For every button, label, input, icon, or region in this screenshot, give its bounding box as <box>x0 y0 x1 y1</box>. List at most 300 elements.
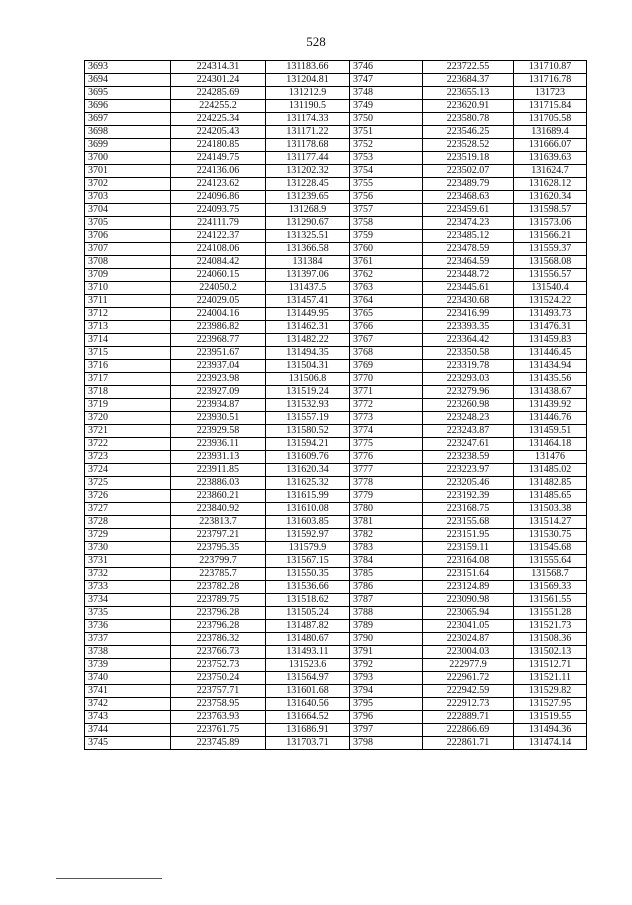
x-coordinate-cell: 223886.03 <box>171 477 266 490</box>
x-coordinate-cell: 223090.98 <box>423 594 514 607</box>
y-coordinate-cell: 131482.85 <box>514 477 587 490</box>
y-coordinate-cell: 131569.33 <box>514 581 587 594</box>
y-coordinate-cell: 131397.06 <box>266 269 350 282</box>
x-coordinate-cell: 223004.03 <box>423 646 514 659</box>
point-number-cell: 3755 <box>350 178 423 191</box>
x-coordinate-cell: 223799.7 <box>171 555 266 568</box>
table-row <box>85 100 587 113</box>
table-row <box>85 399 587 412</box>
y-coordinate-cell: 131540.4 <box>514 282 587 295</box>
coordinate-table-body <box>85 61 587 750</box>
table-row <box>85 360 587 373</box>
y-coordinate-cell: 131689.4 <box>514 126 587 139</box>
y-coordinate-cell: 131476.31 <box>514 321 587 334</box>
x-coordinate-cell: 223448.72 <box>423 269 514 282</box>
y-coordinate-cell: 131512.71 <box>514 659 587 672</box>
y-coordinate-cell: 131474.14 <box>514 737 587 750</box>
table-row <box>85 685 587 698</box>
point-number-cell: 3786 <box>350 581 423 594</box>
x-coordinate-cell: 223986.82 <box>171 321 266 334</box>
point-number-cell: 3698 <box>85 126 171 139</box>
y-coordinate-cell: 131573.06 <box>514 217 587 230</box>
point-number-cell: 3772 <box>350 399 423 412</box>
y-coordinate-cell: 131564.97 <box>266 672 350 685</box>
x-coordinate-cell: 223445.61 <box>423 282 514 295</box>
x-coordinate-cell: 223168.75 <box>423 503 514 516</box>
table-row <box>85 451 587 464</box>
table-row <box>85 113 587 126</box>
point-number-cell: 3797 <box>350 724 423 737</box>
table-row <box>85 282 587 295</box>
y-coordinate-cell: 131620.34 <box>514 191 587 204</box>
x-coordinate-cell: 223758.95 <box>171 698 266 711</box>
point-number-cell: 3784 <box>350 555 423 568</box>
table-row <box>85 542 587 555</box>
y-coordinate-cell: 131239.65 <box>266 191 350 204</box>
x-coordinate-cell: 222866.69 <box>423 724 514 737</box>
point-number-cell: 3758 <box>350 217 423 230</box>
x-coordinate-cell: 223192.39 <box>423 490 514 503</box>
x-coordinate-cell: 223464.59 <box>423 256 514 269</box>
y-coordinate-cell: 131493.73 <box>514 308 587 321</box>
x-coordinate-cell: 223860.21 <box>171 490 266 503</box>
point-number-cell: 3723 <box>85 451 171 464</box>
x-coordinate-cell: 223459.61 <box>423 204 514 217</box>
table-row <box>85 139 587 152</box>
y-coordinate-cell: 131437.5 <box>266 282 350 295</box>
y-coordinate-cell: 131174.33 <box>266 113 350 126</box>
table-row <box>85 568 587 581</box>
y-coordinate-cell: 131723 <box>514 87 587 100</box>
y-coordinate-cell: 131521.73 <box>514 620 587 633</box>
table-row <box>85 217 587 230</box>
y-coordinate-cell: 131518.62 <box>266 594 350 607</box>
y-coordinate-cell: 131566.21 <box>514 230 587 243</box>
y-coordinate-cell: 131559.37 <box>514 243 587 256</box>
x-coordinate-cell: 223041.05 <box>423 620 514 633</box>
table-row <box>85 243 587 256</box>
point-number-cell: 3707 <box>85 243 171 256</box>
x-coordinate-cell: 224180.85 <box>171 139 266 152</box>
y-coordinate-cell: 131487.82 <box>266 620 350 633</box>
point-number-cell: 3782 <box>350 529 423 542</box>
y-coordinate-cell: 131228.45 <box>266 178 350 191</box>
point-number-cell: 3731 <box>85 555 171 568</box>
point-number-cell: 3738 <box>85 646 171 659</box>
y-coordinate-cell: 131567.15 <box>266 555 350 568</box>
point-number-cell: 3794 <box>350 685 423 698</box>
y-coordinate-cell: 131519.24 <box>266 386 350 399</box>
x-coordinate-cell: 224108.06 <box>171 243 266 256</box>
y-coordinate-cell: 131624.7 <box>514 165 587 178</box>
point-number-cell: 3729 <box>85 529 171 542</box>
point-number-cell: 3703 <box>85 191 171 204</box>
y-coordinate-cell: 131545.68 <box>514 542 587 555</box>
y-coordinate-cell: 131620.34 <box>266 464 350 477</box>
point-number-cell: 3739 <box>85 659 171 672</box>
y-coordinate-cell: 131710.87 <box>514 61 587 74</box>
x-coordinate-cell: 223936.11 <box>171 438 266 451</box>
y-coordinate-cell: 131664.52 <box>266 711 350 724</box>
y-coordinate-cell: 131439.92 <box>514 399 587 412</box>
table-row <box>85 659 587 672</box>
x-coordinate-cell: 223931.13 <box>171 451 266 464</box>
point-number-cell: 3787 <box>350 594 423 607</box>
x-coordinate-cell: 223247.61 <box>423 438 514 451</box>
x-coordinate-cell: 223620.91 <box>423 100 514 113</box>
y-coordinate-cell: 131268.9 <box>266 204 350 217</box>
x-coordinate-cell: 223951.67 <box>171 347 266 360</box>
x-coordinate-cell: 224060.15 <box>171 269 266 282</box>
y-coordinate-cell: 131434.94 <box>514 360 587 373</box>
x-coordinate-cell: 223546.25 <box>423 126 514 139</box>
y-coordinate-cell: 131557.19 <box>266 412 350 425</box>
y-coordinate-cell: 131524.22 <box>514 295 587 308</box>
point-number-cell: 3793 <box>350 672 423 685</box>
point-number-cell: 3709 <box>85 269 171 282</box>
point-number-cell: 3721 <box>85 425 171 438</box>
x-coordinate-cell: 223248.23 <box>423 412 514 425</box>
y-coordinate-cell: 131628.12 <box>514 178 587 191</box>
x-coordinate-cell: 224285.69 <box>171 87 266 100</box>
x-coordinate-cell: 222977.9 <box>423 659 514 672</box>
point-number-cell: 3732 <box>85 568 171 581</box>
x-coordinate-cell: 223489.79 <box>423 178 514 191</box>
x-coordinate-cell: 224205.43 <box>171 126 266 139</box>
y-coordinate-cell: 131183.66 <box>266 61 350 74</box>
table-row <box>85 672 587 685</box>
table-row <box>85 412 587 425</box>
y-coordinate-cell: 131446.45 <box>514 347 587 360</box>
table-row <box>85 230 587 243</box>
y-coordinate-cell: 131290.67 <box>266 217 350 230</box>
table-row <box>85 386 587 399</box>
y-coordinate-cell: 131568.7 <box>514 568 587 581</box>
point-number-cell: 3757 <box>350 204 423 217</box>
y-coordinate-cell: 131715.84 <box>514 100 587 113</box>
point-number-cell: 3737 <box>85 633 171 646</box>
table-row <box>85 61 587 74</box>
point-number-cell: 3791 <box>350 646 423 659</box>
table-row <box>85 698 587 711</box>
x-coordinate-cell: 223797.21 <box>171 529 266 542</box>
table-row <box>85 646 587 659</box>
x-coordinate-cell: 223478.59 <box>423 243 514 256</box>
point-number-cell: 3748 <box>350 87 423 100</box>
x-coordinate-cell: 223813.7 <box>171 516 266 529</box>
x-coordinate-cell: 223468.63 <box>423 191 514 204</box>
x-coordinate-cell: 224093.75 <box>171 204 266 217</box>
point-number-cell: 3699 <box>85 139 171 152</box>
x-coordinate-cell: 223580.78 <box>423 113 514 126</box>
y-coordinate-cell: 131703.71 <box>266 737 350 750</box>
y-coordinate-cell: 131705.58 <box>514 113 587 126</box>
point-number-cell: 3730 <box>85 542 171 555</box>
table-row <box>85 737 587 750</box>
x-coordinate-cell: 223761.75 <box>171 724 266 737</box>
point-number-cell: 3795 <box>350 698 423 711</box>
y-coordinate-cell: 131459.83 <box>514 334 587 347</box>
point-number-cell: 3760 <box>350 243 423 256</box>
point-number-cell: 3741 <box>85 685 171 698</box>
x-coordinate-cell: 223350.58 <box>423 347 514 360</box>
point-number-cell: 3751 <box>350 126 423 139</box>
table-row <box>85 581 587 594</box>
x-coordinate-cell: 224096.86 <box>171 191 266 204</box>
point-number-cell: 3734 <box>85 594 171 607</box>
x-coordinate-cell: 223840.92 <box>171 503 266 516</box>
table-row <box>85 152 587 165</box>
page-number: 528 <box>306 34 326 49</box>
y-coordinate-cell: 131480.67 <box>266 633 350 646</box>
x-coordinate-cell: 223260.98 <box>423 399 514 412</box>
y-coordinate-cell: 131532.93 <box>266 399 350 412</box>
y-coordinate-cell: 131598.57 <box>514 204 587 217</box>
point-number-cell: 3706 <box>85 230 171 243</box>
y-coordinate-cell: 131494.35 <box>266 347 350 360</box>
x-coordinate-cell: 222912.73 <box>423 698 514 711</box>
y-coordinate-cell: 131449.95 <box>266 308 350 321</box>
table-row <box>85 87 587 100</box>
y-coordinate-cell: 131482.22 <box>266 334 350 347</box>
point-number-cell: 3765 <box>350 308 423 321</box>
point-number-cell: 3705 <box>85 217 171 230</box>
y-coordinate-cell: 131625.32 <box>266 477 350 490</box>
y-coordinate-cell: 131438.67 <box>514 386 587 399</box>
y-coordinate-cell: 131551.28 <box>514 607 587 620</box>
point-number-cell: 3728 <box>85 516 171 529</box>
point-number-cell: 3722 <box>85 438 171 451</box>
table-row <box>85 711 587 724</box>
point-number-cell: 3783 <box>350 542 423 555</box>
y-coordinate-cell: 131519.55 <box>514 711 587 724</box>
y-coordinate-cell: 131212.9 <box>266 87 350 100</box>
point-number-cell: 3733 <box>85 581 171 594</box>
y-coordinate-cell: 131506.8 <box>266 373 350 386</box>
table-row <box>85 607 587 620</box>
point-number-cell: 3767 <box>350 334 423 347</box>
x-coordinate-cell: 223205.46 <box>423 477 514 490</box>
y-coordinate-cell: 131530.75 <box>514 529 587 542</box>
y-coordinate-cell: 131615.99 <box>266 490 350 503</box>
y-coordinate-cell: 131384 <box>266 256 350 269</box>
x-coordinate-cell: 224122.37 <box>171 230 266 243</box>
x-coordinate-cell: 223151.95 <box>423 529 514 542</box>
point-number-cell: 3716 <box>85 360 171 373</box>
point-number-cell: 3789 <box>350 620 423 633</box>
point-number-cell: 3695 <box>85 87 171 100</box>
point-number-cell: 3779 <box>350 490 423 503</box>
y-coordinate-cell: 131485.65 <box>514 490 587 503</box>
x-coordinate-cell: 222889.71 <box>423 711 514 724</box>
point-number-cell: 3756 <box>350 191 423 204</box>
point-number-cell: 3746 <box>350 61 423 74</box>
point-number-cell: 3792 <box>350 659 423 672</box>
table-row <box>85 724 587 737</box>
x-coordinate-cell: 223796.28 <box>171 620 266 633</box>
table-row <box>85 503 587 516</box>
table-row <box>85 165 587 178</box>
table-row <box>85 529 587 542</box>
x-coordinate-cell: 223655.13 <box>423 87 514 100</box>
point-number-cell: 3718 <box>85 386 171 399</box>
x-coordinate-cell: 224123.62 <box>171 178 266 191</box>
point-number-cell: 3726 <box>85 490 171 503</box>
point-number-cell: 3781 <box>350 516 423 529</box>
x-coordinate-cell: 224004.16 <box>171 308 266 321</box>
x-coordinate-cell: 224225.34 <box>171 113 266 126</box>
x-coordinate-cell: 223722.55 <box>423 61 514 74</box>
x-coordinate-cell: 223752.73 <box>171 659 266 672</box>
y-coordinate-cell: 131568.08 <box>514 256 587 269</box>
point-number-cell: 3743 <box>85 711 171 724</box>
point-number-cell: 3753 <box>350 152 423 165</box>
point-number-cell: 3754 <box>350 165 423 178</box>
x-coordinate-cell: 223430.68 <box>423 295 514 308</box>
x-coordinate-cell: 224136.06 <box>171 165 266 178</box>
point-number-cell: 3764 <box>350 295 423 308</box>
point-number-cell: 3708 <box>85 256 171 269</box>
point-number-cell: 3768 <box>350 347 423 360</box>
point-number-cell: 3776 <box>350 451 423 464</box>
x-coordinate-cell: 223750.24 <box>171 672 266 685</box>
table-row <box>85 373 587 386</box>
y-coordinate-cell: 131435.56 <box>514 373 587 386</box>
point-number-cell: 3711 <box>85 295 171 308</box>
point-number-cell: 3713 <box>85 321 171 334</box>
x-coordinate-cell: 223243.87 <box>423 425 514 438</box>
x-coordinate-cell: 223684.37 <box>423 74 514 87</box>
x-coordinate-cell: 223319.78 <box>423 360 514 373</box>
x-coordinate-cell: 223763.93 <box>171 711 266 724</box>
point-number-cell: 3725 <box>85 477 171 490</box>
y-coordinate-cell: 131493.11 <box>266 646 350 659</box>
y-coordinate-cell: 131550.35 <box>266 568 350 581</box>
point-number-cell: 3774 <box>350 425 423 438</box>
point-number-cell: 3790 <box>350 633 423 646</box>
x-coordinate-cell: 223393.35 <box>423 321 514 334</box>
x-coordinate-cell: 223502.07 <box>423 165 514 178</box>
point-number-cell: 3788 <box>350 607 423 620</box>
table-row <box>85 308 587 321</box>
table-row <box>85 464 587 477</box>
point-number-cell: 3766 <box>350 321 423 334</box>
x-coordinate-cell: 224314.31 <box>171 61 266 74</box>
x-coordinate-cell: 224050.2 <box>171 282 266 295</box>
y-coordinate-cell: 131639.63 <box>514 152 587 165</box>
point-number-cell: 3704 <box>85 204 171 217</box>
y-coordinate-cell: 131485.02 <box>514 464 587 477</box>
table-row <box>85 126 587 139</box>
point-number-cell: 3727 <box>85 503 171 516</box>
y-coordinate-cell: 131190.5 <box>266 100 350 113</box>
table-row <box>85 295 587 308</box>
point-number-cell: 3778 <box>350 477 423 490</box>
x-coordinate-cell: 223528.52 <box>423 139 514 152</box>
table-row <box>85 633 587 646</box>
y-coordinate-cell: 131536.66 <box>266 581 350 594</box>
table-row <box>85 334 587 347</box>
x-coordinate-cell: 222961.72 <box>423 672 514 685</box>
point-number-cell: 3771 <box>350 386 423 399</box>
table-row <box>85 256 587 269</box>
table-row <box>85 438 587 451</box>
y-coordinate-cell: 131666.07 <box>514 139 587 152</box>
y-coordinate-cell: 131325.51 <box>266 230 350 243</box>
y-coordinate-cell: 131178.68 <box>266 139 350 152</box>
x-coordinate-cell: 222942.59 <box>423 685 514 698</box>
point-number-cell: 3780 <box>350 503 423 516</box>
y-coordinate-cell: 131505.24 <box>266 607 350 620</box>
y-coordinate-cell: 131686.91 <box>266 724 350 737</box>
x-coordinate-cell: 223930.51 <box>171 412 266 425</box>
table-row <box>85 425 587 438</box>
point-number-cell: 3769 <box>350 360 423 373</box>
x-coordinate-cell: 223519.18 <box>423 152 514 165</box>
x-coordinate-cell: 223238.59 <box>423 451 514 464</box>
point-number-cell: 3714 <box>85 334 171 347</box>
x-coordinate-cell: 223766.73 <box>171 646 266 659</box>
y-coordinate-cell: 131508.36 <box>514 633 587 646</box>
x-coordinate-cell: 223065.94 <box>423 607 514 620</box>
table-row <box>85 191 587 204</box>
y-coordinate-cell: 131640.56 <box>266 698 350 711</box>
x-coordinate-cell: 224084.42 <box>171 256 266 269</box>
point-number-cell: 3761 <box>350 256 423 269</box>
x-coordinate-cell: 223024.87 <box>423 633 514 646</box>
y-coordinate-cell: 131502.13 <box>514 646 587 659</box>
y-coordinate-cell: 131366.58 <box>266 243 350 256</box>
table-row <box>85 347 587 360</box>
y-coordinate-cell: 131204.81 <box>266 74 350 87</box>
x-coordinate-cell: 223151.64 <box>423 568 514 581</box>
x-coordinate-cell: 223364.42 <box>423 334 514 347</box>
x-coordinate-cell: 223757.71 <box>171 685 266 698</box>
x-coordinate-cell: 223745.89 <box>171 737 266 750</box>
table-row <box>85 555 587 568</box>
y-coordinate-cell: 131523.6 <box>266 659 350 672</box>
point-number-cell: 3696 <box>85 100 171 113</box>
x-coordinate-cell: 223155.68 <box>423 516 514 529</box>
x-coordinate-cell: 223416.99 <box>423 308 514 321</box>
y-coordinate-cell: 131171.22 <box>266 126 350 139</box>
point-number-cell: 3773 <box>350 412 423 425</box>
y-coordinate-cell: 131601.68 <box>266 685 350 698</box>
x-coordinate-cell: 223474.23 <box>423 217 514 230</box>
point-number-cell: 3697 <box>85 113 171 126</box>
x-coordinate-cell: 223485.12 <box>423 230 514 243</box>
y-coordinate-cell: 131716.78 <box>514 74 587 87</box>
point-number-cell: 3710 <box>85 282 171 295</box>
y-coordinate-cell: 131556.57 <box>514 269 587 282</box>
footnote-rule <box>56 878 162 879</box>
point-number-cell: 3747 <box>350 74 423 87</box>
y-coordinate-cell: 131514.27 <box>514 516 587 529</box>
y-coordinate-cell: 131177.44 <box>266 152 350 165</box>
table-row <box>85 74 587 87</box>
y-coordinate-cell: 131494.36 <box>514 724 587 737</box>
y-coordinate-cell: 131561.55 <box>514 594 587 607</box>
y-coordinate-cell: 131603.85 <box>266 516 350 529</box>
x-coordinate-cell: 224111.79 <box>171 217 266 230</box>
point-number-cell: 3752 <box>350 139 423 152</box>
x-coordinate-cell: 224029.05 <box>171 295 266 308</box>
x-coordinate-cell: 223968.77 <box>171 334 266 347</box>
x-coordinate-cell: 223937.04 <box>171 360 266 373</box>
point-number-cell: 3796 <box>350 711 423 724</box>
point-number-cell: 3777 <box>350 464 423 477</box>
x-coordinate-cell: 223911.85 <box>171 464 266 477</box>
